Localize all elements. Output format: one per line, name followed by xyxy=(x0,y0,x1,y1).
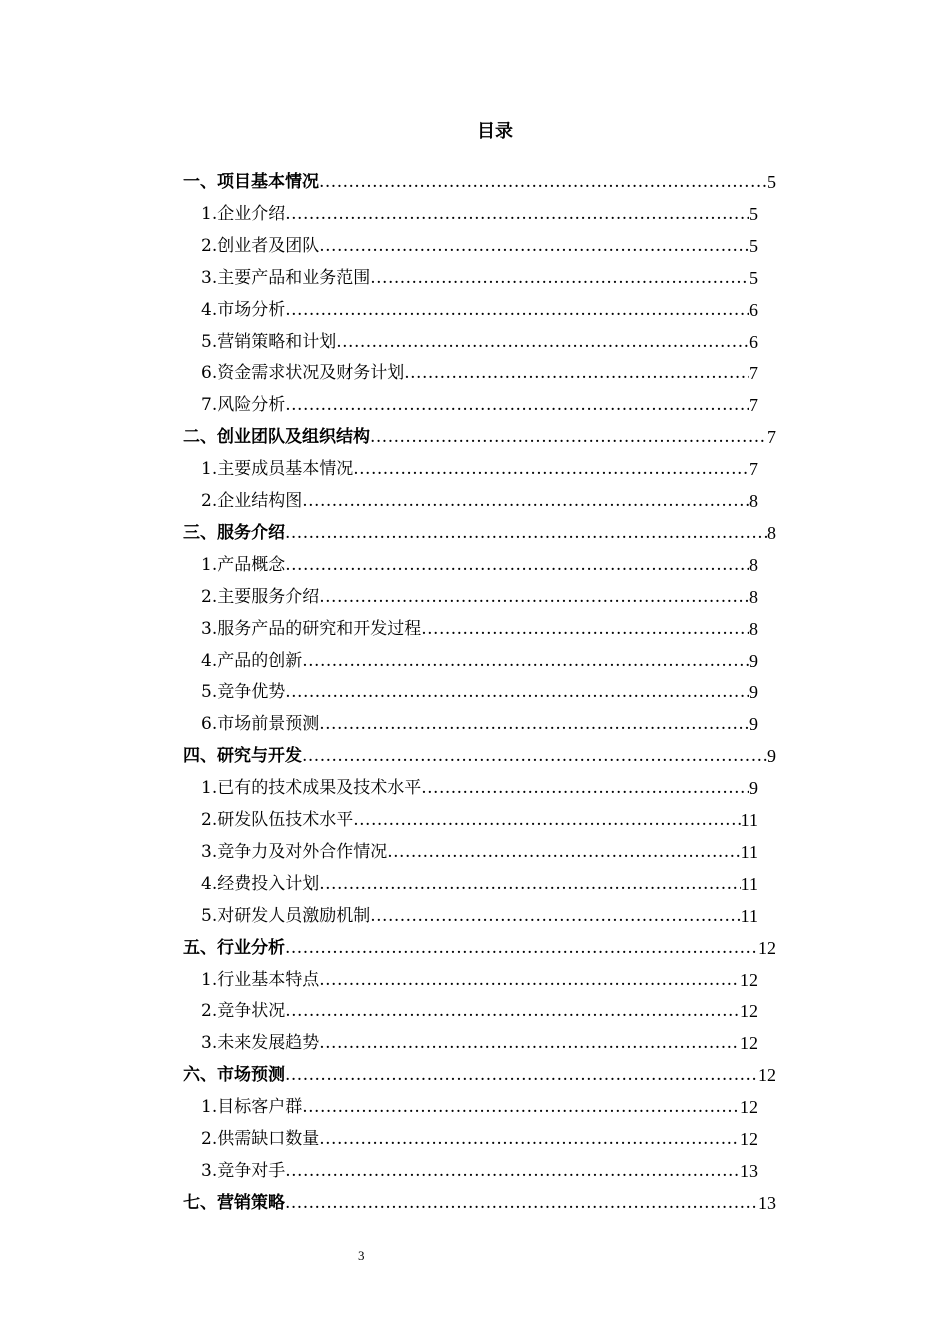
toc-entry-page: 7 xyxy=(749,363,758,384)
toc-entry-page: 11 xyxy=(740,905,758,926)
toc-title: 目录 xyxy=(477,121,513,142)
toc-subsection-entry[interactable] xyxy=(201,836,758,868)
toc-entry-page: 12 xyxy=(740,1001,758,1022)
toc-section-entry[interactable] xyxy=(183,517,776,549)
toc-subsection-entry[interactable] xyxy=(201,389,758,421)
dot-leader xyxy=(370,421,767,453)
toc-entry-label: 2.供需缺口数量 xyxy=(201,1129,320,1149)
dot-leader xyxy=(285,294,749,326)
toc-subsection-entry[interactable] xyxy=(201,708,758,740)
toc-entry-page: 7 xyxy=(749,459,758,480)
toc-entry-label: 5.竞争优势 xyxy=(201,682,286,703)
toc-entry-label: 6.资金需求状况及财务计划 xyxy=(201,363,405,384)
dot-leader xyxy=(285,389,749,421)
toc-subsection-entry[interactable] xyxy=(201,804,758,836)
toc-section-entry[interactable] xyxy=(183,1059,776,1091)
toc-subsection-entry[interactable] xyxy=(201,326,758,358)
toc-entry-page: 11 xyxy=(740,841,758,862)
toc-entry-label: 一、项目基本情况 xyxy=(183,172,319,192)
toc-entry-page: 11 xyxy=(740,810,758,830)
dot-leader xyxy=(285,517,767,549)
toc-entry-page: 6 xyxy=(749,331,758,352)
toc-entry-page: 5 xyxy=(749,267,758,288)
toc-entry-page: 5 xyxy=(749,235,758,256)
toc-entry-label: 四、研究与开发 xyxy=(183,746,302,767)
dot-leader xyxy=(336,326,749,358)
dot-leader xyxy=(302,1091,740,1123)
dot-leader xyxy=(285,1155,740,1187)
toc-entry-page: 12 xyxy=(758,1065,776,1086)
toc-entry-page: 12 xyxy=(740,1097,758,1118)
toc-entry-label: 2.企业结构图 xyxy=(201,491,303,511)
toc-subsection-entry[interactable] xyxy=(201,995,758,1027)
toc-entry-label: 1.产品概念 xyxy=(201,554,286,575)
toc-entry-label: 5.对研发人员激励机制 xyxy=(201,905,371,926)
toc-entry-label: 2.竞争状况 xyxy=(201,1001,286,1022)
dot-leader xyxy=(370,900,740,932)
dot-leader xyxy=(387,836,740,868)
toc-subsection-entry[interactable] xyxy=(201,357,758,389)
toc-entry-label: 4.市场分析 xyxy=(201,299,286,320)
toc-entry-label: 4.产品的创新 xyxy=(201,650,303,671)
dot-leader xyxy=(302,740,767,772)
dot-leader xyxy=(285,995,740,1027)
toc-entry-page: 11 xyxy=(740,873,758,894)
toc-entry-label: 六、市场预测 xyxy=(183,1065,285,1086)
toc-entry-label: 二、创业团队及组织结构 xyxy=(183,427,370,448)
toc-subsection-entry[interactable] xyxy=(201,772,758,804)
toc-entry-page: 12 xyxy=(740,1033,758,1054)
toc-subsection-entry[interactable] xyxy=(201,645,758,677)
toc-subsection-entry[interactable] xyxy=(201,453,758,485)
toc-entry-page: 8 xyxy=(749,618,758,639)
toc-subsection-entry[interactable] xyxy=(201,294,758,326)
toc-entry-label: 1.主要成员基本情况 xyxy=(201,459,354,480)
toc-subsection-entry[interactable] xyxy=(201,1027,758,1059)
toc-entry-page: 5 xyxy=(767,172,776,192)
toc-subsection-entry[interactable] xyxy=(201,613,758,645)
dot-leader xyxy=(353,453,749,485)
toc-subsection-entry[interactable] xyxy=(201,964,758,996)
toc-subsection-entry[interactable] xyxy=(201,868,758,900)
dot-leader xyxy=(319,230,749,262)
toc-entry-label: 五、行业分析 xyxy=(183,937,285,958)
dot-leader xyxy=(319,1123,740,1155)
dot-leader xyxy=(285,676,749,708)
toc-entry-label: 1.企业介绍 xyxy=(201,203,286,224)
toc-entry-label: 3.竞争力及对外合作情况 xyxy=(201,841,388,862)
toc-entry-label: 三、服务介绍 xyxy=(183,522,285,543)
toc-entry-label: 5.营销策略和计划 xyxy=(201,331,337,352)
toc-subsection-entry[interactable] xyxy=(201,230,758,262)
toc-subsection-entry[interactable] xyxy=(201,900,758,932)
toc-entry-page: 12 xyxy=(758,937,776,958)
dot-leader xyxy=(285,1187,758,1219)
dot-leader xyxy=(404,357,749,389)
toc-entry-page: 13 xyxy=(740,1160,758,1181)
toc-entry-page: 9 xyxy=(749,778,758,799)
dot-leader xyxy=(421,613,749,645)
toc-entry-page: 8 xyxy=(749,491,758,511)
toc-entry-page: 9 xyxy=(767,746,776,767)
toc-subsection-entry[interactable] xyxy=(201,1155,758,1187)
dot-leader xyxy=(319,868,740,900)
dot-leader xyxy=(285,198,749,230)
toc-subsection-entry[interactable] xyxy=(201,581,758,613)
toc-entry-label: 7.风险分析 xyxy=(201,395,286,416)
toc-entry-page: 9 xyxy=(749,714,758,735)
toc-entry-page: 12 xyxy=(740,1129,758,1149)
toc-entry-label: 1.目标客户群 xyxy=(201,1097,303,1118)
toc-subsection-entry[interactable] xyxy=(201,1123,758,1155)
toc-subsection-entry[interactable] xyxy=(201,485,758,517)
toc-subsection-entry[interactable] xyxy=(201,198,758,230)
toc-entry-label: 3.未来发展趋势 xyxy=(201,1033,320,1054)
toc-entry-label: 2.创业者及团队 xyxy=(201,235,320,256)
toc-entry-label: 3.竞争对手 xyxy=(201,1160,286,1181)
toc-entry-page: 7 xyxy=(749,395,758,416)
toc-entry-page: 5 xyxy=(749,203,758,224)
toc-entry-page: 8 xyxy=(749,554,758,575)
toc-section-entry[interactable] xyxy=(183,421,776,453)
toc-subsection-entry[interactable] xyxy=(201,549,758,581)
dot-leader xyxy=(285,932,758,964)
dot-leader xyxy=(285,1059,758,1091)
dot-leader xyxy=(421,772,749,804)
dot-leader xyxy=(302,645,749,677)
toc-entry-label: 七、营销策略 xyxy=(183,1192,285,1213)
toc-entry-page: 9 xyxy=(749,650,758,671)
toc-section-entry[interactable] xyxy=(183,166,776,198)
toc-subsection-entry[interactable] xyxy=(201,1091,758,1123)
toc-section-entry[interactable] xyxy=(183,740,776,772)
dot-leader xyxy=(319,166,767,198)
toc-entry-label: 3.主要产品和业务范围 xyxy=(201,267,371,288)
toc-section-entry[interactable] xyxy=(183,932,776,964)
toc-entry-page: 12 xyxy=(740,969,758,990)
toc-subsection-entry[interactable] xyxy=(201,262,758,294)
dot-leader xyxy=(319,964,740,996)
toc-entry-page: 8 xyxy=(767,522,776,543)
toc-entry-page: 13 xyxy=(758,1192,776,1213)
page-number: 3 xyxy=(358,1248,365,1263)
dot-leader xyxy=(285,549,749,581)
toc-entry-label: 2.研发队伍技术水平 xyxy=(201,810,354,830)
toc-entry-label: 4.经费投入计划 xyxy=(201,873,320,894)
dot-leader xyxy=(302,485,749,517)
toc-entry-label: 1.已有的技术成果及技术水平 xyxy=(201,778,422,799)
toc-entry-page: 8 xyxy=(749,586,758,607)
dot-leader xyxy=(370,262,749,294)
toc-entry-label: 3.服务产品的研究和开发过程 xyxy=(201,618,422,639)
toc-entry-page: 6 xyxy=(749,299,758,320)
toc-entry-label: 1.行业基本特点 xyxy=(201,969,320,990)
dot-leader xyxy=(319,1027,740,1059)
dot-leader xyxy=(319,581,749,613)
toc-entry-page: 7 xyxy=(767,427,776,448)
dot-leader xyxy=(319,708,749,740)
toc-section-entry[interactable] xyxy=(183,1187,776,1219)
dot-leader xyxy=(353,804,740,836)
toc-entry-label: 2.主要服务介绍 xyxy=(201,586,320,607)
toc-subsection-entry[interactable] xyxy=(201,676,758,708)
toc-entry-page: 9 xyxy=(749,682,758,703)
toc-entry-label: 6.市场前景预测 xyxy=(201,714,320,735)
